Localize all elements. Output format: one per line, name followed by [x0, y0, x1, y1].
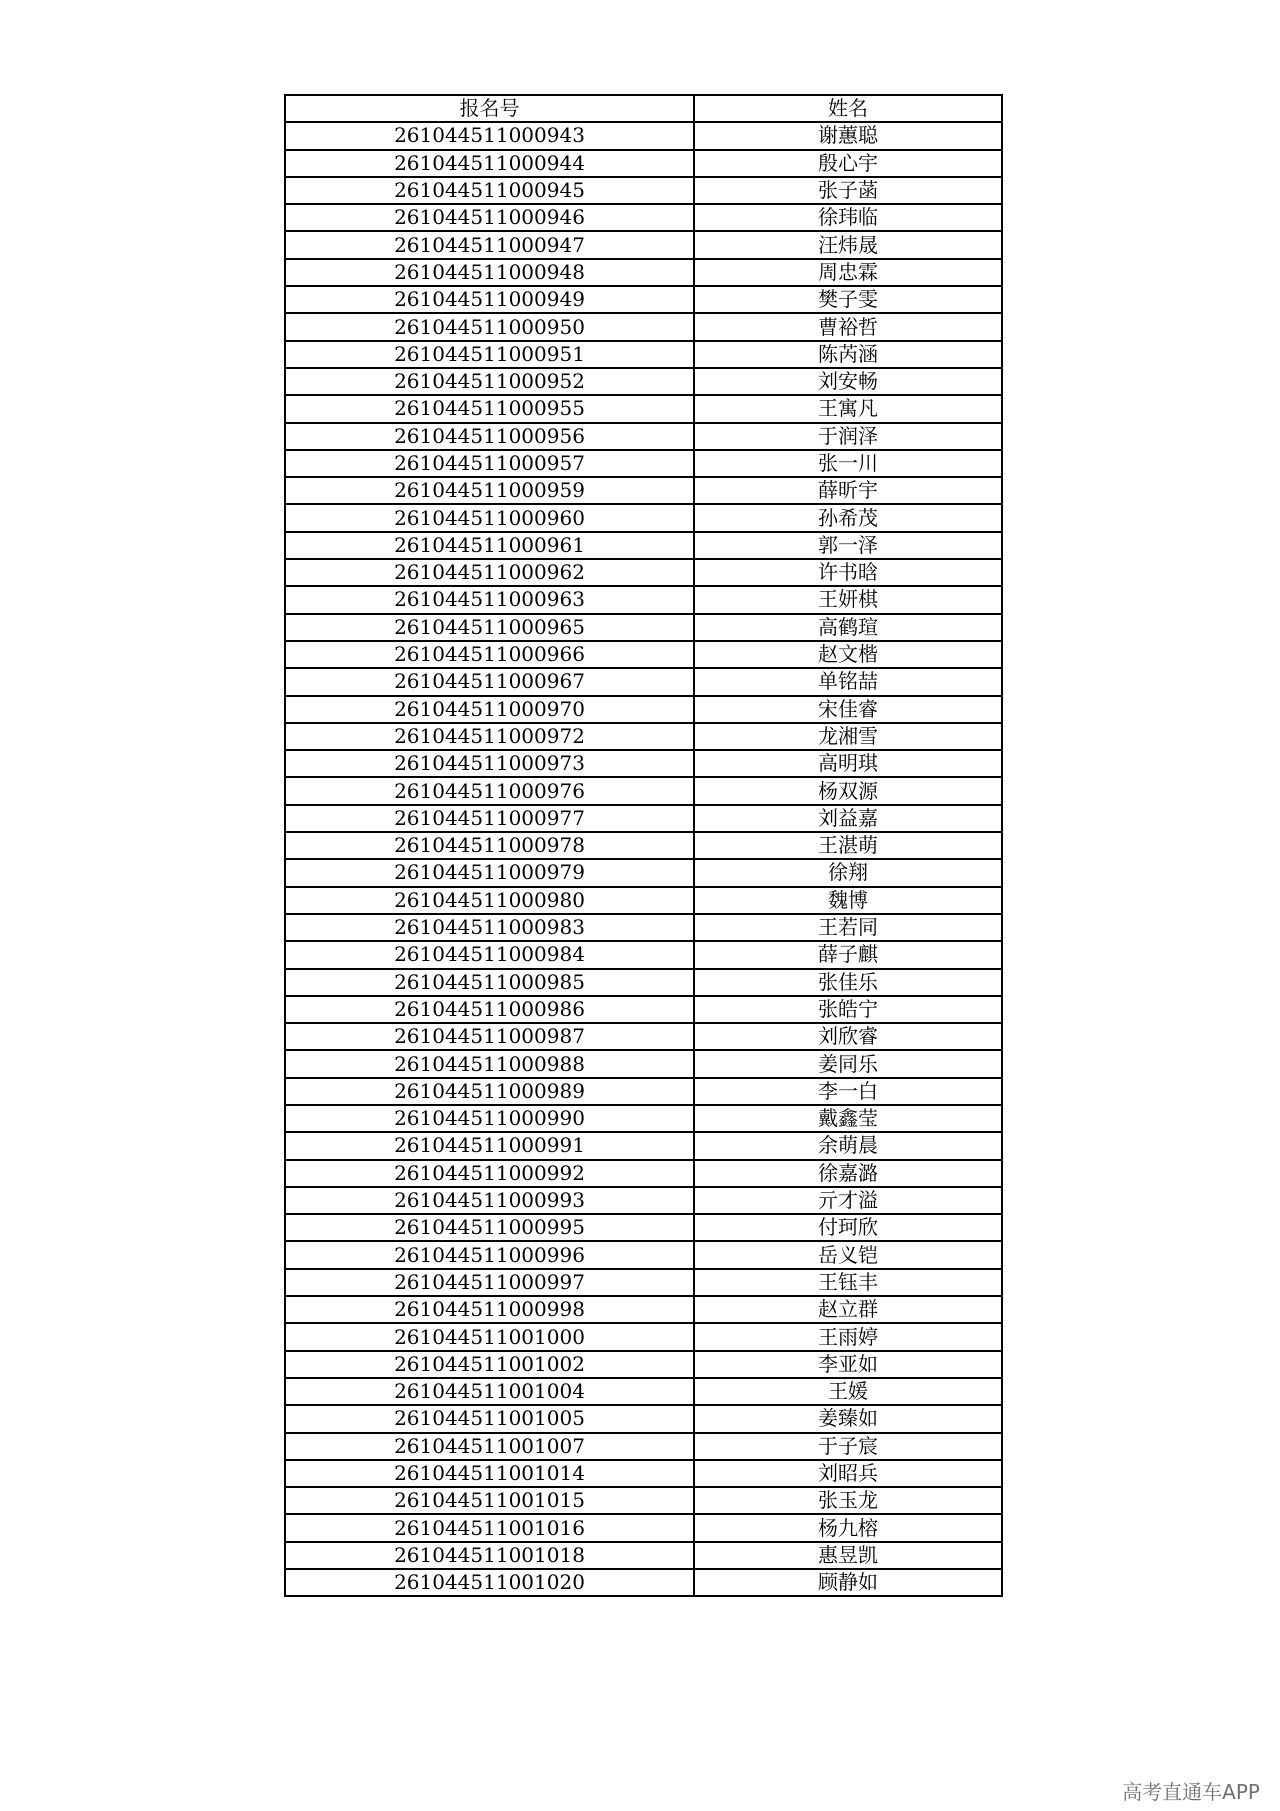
registration-number-cell: 261044511000945 [285, 177, 694, 204]
name-cell: 曹裕哲 [694, 313, 1002, 340]
table-row [285, 313, 1002, 340]
table-row [285, 1078, 1002, 1105]
name-cell: 姜臻如 [694, 1405, 1002, 1432]
name-cell: 刘益嘉 [694, 805, 1002, 832]
registration-number-cell: 261044511000943 [285, 122, 694, 149]
registration-number-cell: 261044511001005 [285, 1405, 694, 1432]
registration-number-cell: 261044511000979 [285, 859, 694, 886]
registration-number-cell: 261044511000949 [285, 286, 694, 313]
name-cell: 刘安畅 [694, 368, 1002, 395]
name-cell: 于子宸 [694, 1433, 1002, 1460]
table-row [285, 750, 1002, 777]
registration-number-cell: 261044511000967 [285, 668, 694, 695]
name-cell: 惠昱凯 [694, 1542, 1002, 1569]
registration-number-cell: 261044511000998 [285, 1296, 694, 1323]
table-row [285, 1132, 1002, 1159]
name-cell: 薛昕宇 [694, 477, 1002, 504]
registration-number-cell: 261044511000965 [285, 614, 694, 641]
table-header-row [285, 95, 1002, 122]
header-registration-number: 报名号 [285, 95, 694, 122]
registration-number-cell: 261044511000947 [285, 231, 694, 258]
table-row [285, 777, 1002, 804]
table-row [285, 1323, 1002, 1350]
name-cell: 余萌晨 [694, 1132, 1002, 1159]
name-cell: 宋佳睿 [694, 696, 1002, 723]
name-cell: 樊子雯 [694, 286, 1002, 313]
registration-number-cell: 261044511001000 [285, 1323, 694, 1350]
registration-number-cell: 261044511000976 [285, 777, 694, 804]
name-cell: 赵文楷 [694, 641, 1002, 668]
table-row [285, 859, 1002, 886]
registration-number-cell: 261044511000997 [285, 1269, 694, 1296]
name-cell: 岳义铠 [694, 1241, 1002, 1268]
table-row [285, 231, 1002, 258]
table-row [285, 1241, 1002, 1268]
name-cell: 张一川 [694, 450, 1002, 477]
registration-number-cell: 261044511000977 [285, 805, 694, 832]
table-row [285, 668, 1002, 695]
table-row [285, 969, 1002, 996]
name-cell: 魏博 [694, 887, 1002, 914]
table-row [285, 805, 1002, 832]
name-cell: 谢蕙聪 [694, 122, 1002, 149]
registration-number-cell: 261044511000996 [285, 1241, 694, 1268]
registration-number-cell: 261044511001014 [285, 1460, 694, 1487]
name-cell: 王寓凡 [694, 395, 1002, 422]
table-row [285, 1514, 1002, 1541]
table-row [285, 122, 1002, 149]
name-cell: 汪炜晟 [694, 231, 1002, 258]
name-cell: 戴鑫莹 [694, 1105, 1002, 1132]
name-cell: 周忠霖 [694, 259, 1002, 286]
table-row [285, 477, 1002, 504]
table-row [285, 1269, 1002, 1296]
table-row [285, 341, 1002, 368]
name-cell: 高鹤瑄 [694, 614, 1002, 641]
name-cell: 郭一泽 [694, 532, 1002, 559]
registration-number-cell: 261044511000973 [285, 750, 694, 777]
name-cell: 单铭喆 [694, 668, 1002, 695]
name-cell: 陈芮涵 [694, 341, 1002, 368]
name-cell: 王湛萌 [694, 832, 1002, 859]
table-row [285, 532, 1002, 559]
registration-number-cell: 261044511000970 [285, 696, 694, 723]
registration-number-cell: 261044511000951 [285, 341, 694, 368]
registration-number-cell: 261044511001018 [285, 1542, 694, 1569]
table-row [285, 150, 1002, 177]
registration-number-cell: 261044511000952 [285, 368, 694, 395]
name-cell: 殷心宇 [694, 150, 1002, 177]
registration-number-cell: 261044511001007 [285, 1433, 694, 1460]
registration-number-cell: 261044511000948 [285, 259, 694, 286]
registration-number-cell: 261044511000992 [285, 1160, 694, 1187]
table-row [285, 286, 1002, 313]
name-cell: 张皓宁 [694, 996, 1002, 1023]
registration-number-cell: 261044511000966 [285, 641, 694, 668]
registration-number-cell: 261044511001002 [285, 1351, 694, 1378]
name-cell: 李一白 [694, 1078, 1002, 1105]
table-row [285, 204, 1002, 231]
registration-number-cell: 261044511000946 [285, 204, 694, 231]
registration-number-cell: 261044511000984 [285, 941, 694, 968]
name-cell: 王妍棋 [694, 586, 1002, 613]
name-cell: 顾静如 [694, 1569, 1002, 1596]
table-row [285, 641, 1002, 668]
name-cell: 王若同 [694, 914, 1002, 941]
registration-number-cell: 261044511000959 [285, 477, 694, 504]
registration-number-cell: 261044511000988 [285, 1050, 694, 1077]
name-cell: 付珂欣 [694, 1214, 1002, 1241]
registration-number-cell: 261044511000961 [285, 532, 694, 559]
registration-number-cell: 261044511001015 [285, 1487, 694, 1514]
table-row [285, 832, 1002, 859]
table-row [285, 723, 1002, 750]
table-row [285, 450, 1002, 477]
watermark-text: 高考直通车APP [1122, 1780, 1260, 1804]
table-row [285, 1214, 1002, 1241]
registration-number-cell: 261044511000957 [285, 450, 694, 477]
registration-number-cell: 261044511000963 [285, 586, 694, 613]
table-row [285, 1160, 1002, 1187]
registration-number-cell: 261044511000987 [285, 1023, 694, 1050]
table-row [285, 614, 1002, 641]
name-cell: 徐翔 [694, 859, 1002, 886]
table-row [285, 914, 1002, 941]
name-cell: 徐嘉潞 [694, 1160, 1002, 1187]
table-row [285, 1378, 1002, 1405]
table-row [285, 887, 1002, 914]
registration-number-cell: 261044511001020 [285, 1569, 694, 1596]
header-name: 姓名 [694, 95, 1002, 122]
registration-number-cell: 261044511000950 [285, 313, 694, 340]
table-row [285, 395, 1002, 422]
name-cell: 张玉龙 [694, 1487, 1002, 1514]
table-row [285, 1405, 1002, 1432]
registration-number-cell: 261044511000985 [285, 969, 694, 996]
table-row [285, 368, 1002, 395]
name-cell: 龙湘雪 [694, 723, 1002, 750]
registration-number-cell: 261044511000962 [285, 559, 694, 586]
name-cell: 许书晗 [694, 559, 1002, 586]
registration-number-cell: 261044511000956 [285, 423, 694, 450]
registration-number-cell: 261044511000993 [285, 1187, 694, 1214]
name-cell: 王雨婷 [694, 1323, 1002, 1350]
name-cell: 亓才溢 [694, 1187, 1002, 1214]
table-row [285, 1187, 1002, 1214]
table-row [285, 996, 1002, 1023]
registration-number-cell: 261044511001016 [285, 1514, 694, 1541]
table-row [285, 504, 1002, 531]
name-cell: 张子菡 [694, 177, 1002, 204]
table-row [285, 1105, 1002, 1132]
name-cell: 张佳乐 [694, 969, 1002, 996]
registration-number-cell: 261044511000990 [285, 1105, 694, 1132]
registration-number-cell: 261044511000944 [285, 150, 694, 177]
name-cell: 姜同乐 [694, 1050, 1002, 1077]
table-row [285, 259, 1002, 286]
table-row [285, 1296, 1002, 1323]
name-cell: 孙希茂 [694, 504, 1002, 531]
name-cell: 杨九榕 [694, 1514, 1002, 1541]
name-cell: 刘昭兵 [694, 1460, 1002, 1487]
name-cell: 薛子麒 [694, 941, 1002, 968]
registration-number-cell: 261044511000960 [285, 504, 694, 531]
table-row [285, 1542, 1002, 1569]
name-cell: 刘欣睿 [694, 1023, 1002, 1050]
table-row [285, 941, 1002, 968]
table-row [285, 559, 1002, 586]
table-row [285, 1351, 1002, 1378]
registration-number-cell: 261044511000989 [285, 1078, 694, 1105]
table-row [285, 1487, 1002, 1514]
table-row [285, 423, 1002, 450]
name-cell: 杨双源 [694, 777, 1002, 804]
registration-number-cell: 261044511000955 [285, 395, 694, 422]
table-row [285, 177, 1002, 204]
registration-number-cell: 261044511000972 [285, 723, 694, 750]
name-cell: 于润泽 [694, 423, 1002, 450]
name-cell: 王媛 [694, 1378, 1002, 1405]
table-row [285, 1023, 1002, 1050]
table-body [285, 122, 1002, 1596]
registration-number-cell: 261044511001004 [285, 1378, 694, 1405]
name-cell: 李亚如 [694, 1351, 1002, 1378]
registration-number-cell: 261044511000980 [285, 887, 694, 914]
table-row [285, 1460, 1002, 1487]
name-cell: 赵立群 [694, 1296, 1002, 1323]
registration-number-cell: 261044511000986 [285, 996, 694, 1023]
admission-roster-table [284, 94, 1003, 1597]
name-cell: 高明琪 [694, 750, 1002, 777]
table-row [285, 696, 1002, 723]
name-cell: 徐玮临 [694, 204, 1002, 231]
registration-number-cell: 261044511000983 [285, 914, 694, 941]
table-row [285, 1050, 1002, 1077]
table-row [285, 586, 1002, 613]
registration-number-cell: 261044511000991 [285, 1132, 694, 1159]
registration-number-cell: 261044511000995 [285, 1214, 694, 1241]
table-row [285, 1433, 1002, 1460]
table-row [285, 1569, 1002, 1596]
registration-number-cell: 261044511000978 [285, 832, 694, 859]
name-cell: 王钰丰 [694, 1269, 1002, 1296]
